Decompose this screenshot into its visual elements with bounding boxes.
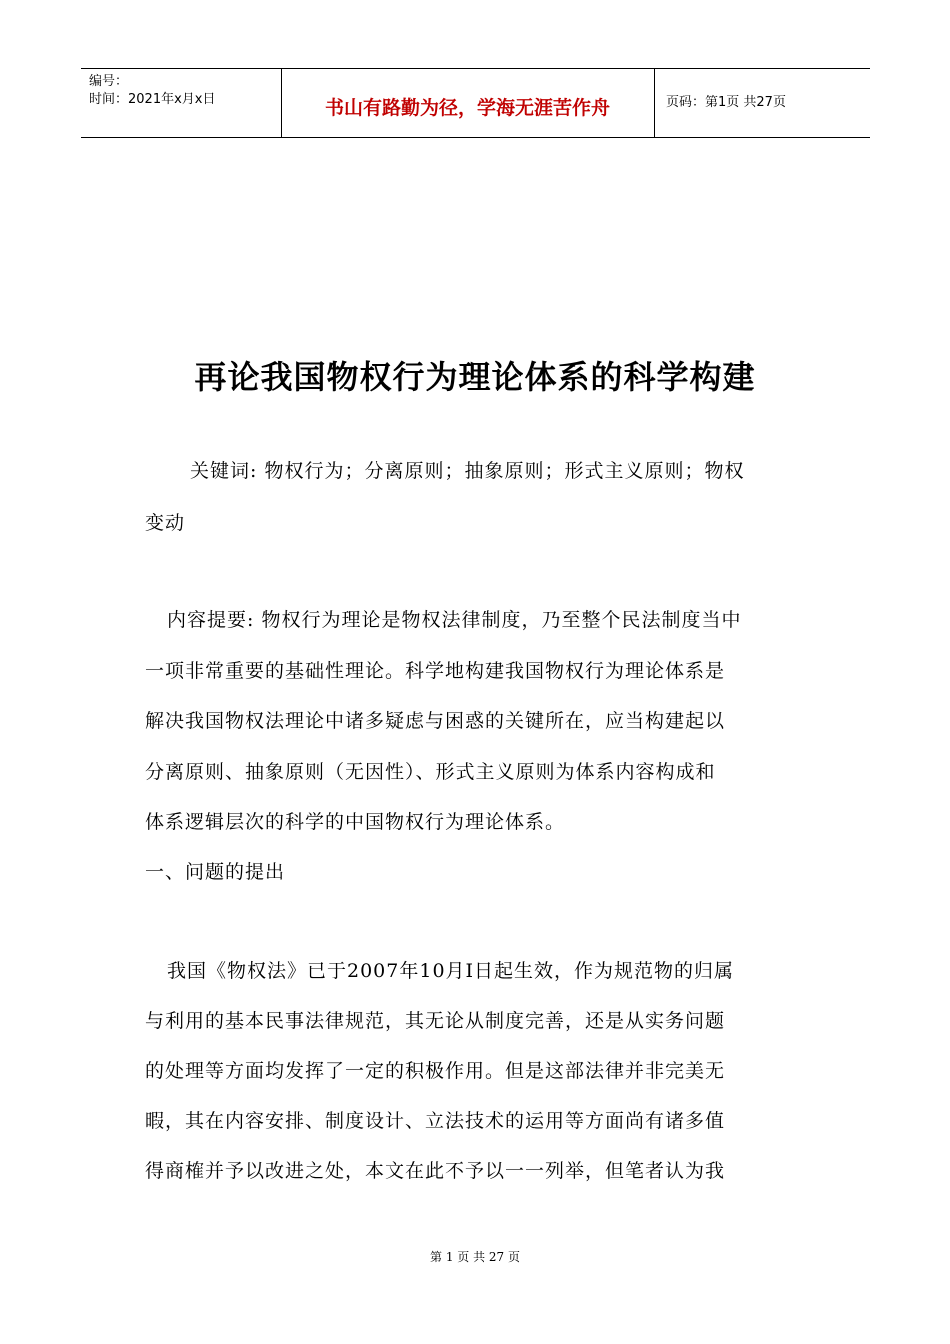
summary-line: 分离原则、抽象原则（无因性）、形式主义原则为体系内容构成和 bbox=[145, 761, 716, 783]
header-table bbox=[81, 68, 870, 138]
summary-line: 体系逻辑层次的科学的中国物权行为理论体系。 bbox=[145, 811, 566, 833]
keywords-line: 关键词: 物权行为；分离原则；抽象原则；形式主义原则；物权 bbox=[190, 460, 745, 482]
header-page-cell bbox=[654, 69, 870, 137]
body-line: 暇，其在内容安排、制度设计、立法技术的运用等方面尚有诸多值 bbox=[145, 1110, 726, 1132]
body-line: 我国《物权法》已于2007年10月I日起生效，作为规范物的归属 bbox=[167, 960, 735, 982]
summary-line: 内容提要: 物权行为理论是物权法律制度，乃至整个民法制度当中 bbox=[167, 609, 742, 631]
header-meta-cell bbox=[81, 69, 282, 137]
number-label: 编号： bbox=[89, 74, 129, 89]
body-line: 得商榷并予以改进之处，本文在此不予以一一列举，但笔者认为我 bbox=[145, 1160, 726, 1182]
keywords-line: 变动 bbox=[145, 512, 186, 534]
body-line: 与利用的基本民事法律规范，其无论从制度完善，还是从实务问题 bbox=[145, 1010, 726, 1032]
page-footer: 第 1 页 共 27 页 bbox=[430, 1250, 520, 1264]
page-info: 页码：第1页 共27页 bbox=[666, 95, 786, 110]
summary-line: 一项非常重要的基础性理论。科学地构建我国物权行为理论体系是 bbox=[145, 660, 726, 682]
date-line: 时间：2021年x月x日 bbox=[89, 92, 216, 107]
section-heading: 一、问题的提出 bbox=[145, 861, 286, 883]
summary-line: 解决我国物权法理论中诸多疑虑与困惑的关键所在，应当构建起以 bbox=[145, 710, 726, 732]
body-line: 的处理等方面均发挥了一定的积极作用。但是这部法律并非完美无 bbox=[145, 1060, 726, 1082]
header-motto-cell bbox=[281, 69, 655, 137]
document-title: 再论我国物权行为理论体系的科学构建 bbox=[194, 358, 756, 396]
motto: 书山有路勤为径，学海无涯苦作舟 bbox=[324, 97, 610, 119]
